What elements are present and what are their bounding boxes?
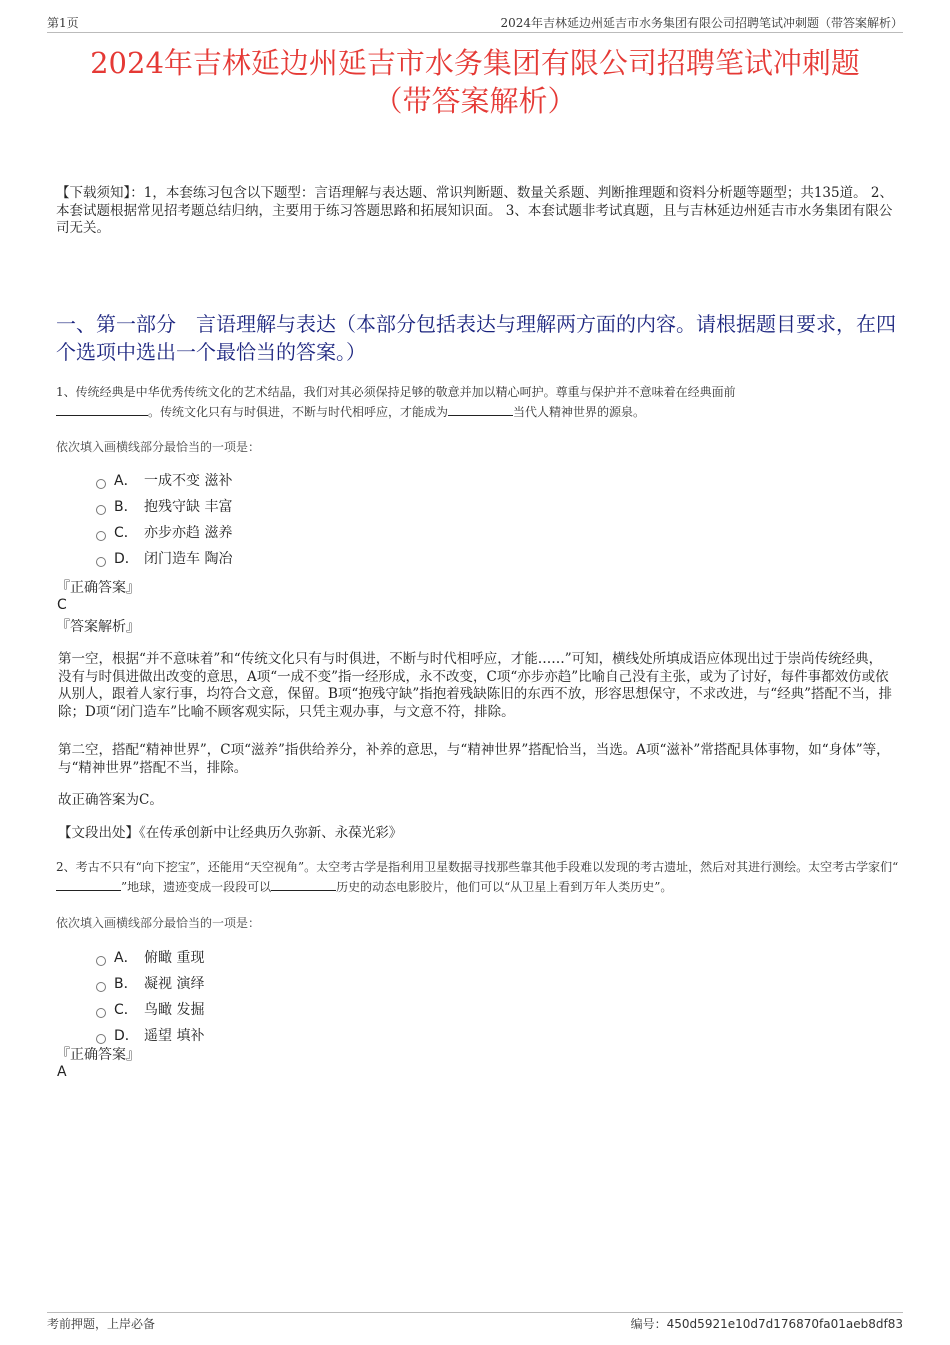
q1-blank-1: [56, 403, 148, 416]
q2-option-d[interactable]: D． 遥望 填补: [96, 1023, 204, 1049]
question-1-stem: [56, 382, 901, 422]
q2-option-b[interactable]: B． 凝视 演绎: [96, 971, 204, 997]
q1-source: 【文段出处】《在传承创新中让经典历久弥新、永葆光彩》: [58, 825, 403, 841]
q1-options: [96, 468, 232, 572]
radio-icon[interactable]: [96, 505, 106, 515]
footer-slogan: 考前押题，上岸必备: [47, 1317, 156, 1331]
q1-option-c[interactable]: C． 亦步亦趋 滋养: [96, 520, 232, 546]
q1-option-d[interactable]: D． 闭门造车 陶冶: [96, 546, 232, 572]
radio-icon[interactable]: [96, 982, 106, 992]
q1-stem-b: 。传统文化只有与时俱进，不断与时代相呼应，才能成为: [148, 405, 449, 419]
q2-stem-b: ”地球，遗迹变成一段段可以: [121, 880, 272, 894]
q1-stem-c: 当代人精神世界的源泉。: [513, 405, 646, 419]
radio-icon[interactable]: [96, 479, 106, 489]
radio-icon[interactable]: [96, 956, 106, 966]
radio-icon[interactable]: [96, 557, 106, 567]
q2-blank-2: [271, 878, 336, 891]
q2-stem-a: 2、考古不只有“向下挖宝”，还能用“天空视角”。太空考古学是指利用卫星数据寻找那些靠其他手段难以发现的考古遗址，然后对其进行测绘。太空考古学家们“: [56, 860, 899, 874]
radio-icon[interactable]: [96, 531, 106, 541]
q2-answer-label: 『正确答案』: [56, 1047, 140, 1063]
page-footer: [47, 1312, 903, 1333]
q1-analysis-label: 『答案解析』: [56, 619, 140, 635]
footer-code-value: 450d5921e10d7d176870fa01aeb8df83: [666, 1317, 903, 1331]
q1-stem-a: 1、传统经典是中华优秀传统文化的艺术结晶，我们对其必须保持足够的敬意并加以精心呵护。尊重与保护并不意味着在经典面前: [56, 385, 736, 399]
q1-answer-label: 『正确答案』: [56, 580, 140, 596]
footer-code: [631, 1315, 903, 1332]
radio-icon[interactable]: [96, 1034, 106, 1044]
q2-prompt: 依次填入画横线部分最恰当的一项是：: [56, 916, 261, 930]
footer-code-label: 编号：: [630, 1317, 667, 1331]
q1-conclusion: 故正确答案为C。: [58, 792, 163, 808]
section-heading: 一、第一部分 言语理解与表达（本部分包括表达与理解两方面的内容。请根据题目要求，在四个选项中选出一个最恰当的答案。）: [56, 312, 896, 364]
q1-option-a[interactable]: A． 一成不变 滋补: [96, 468, 232, 494]
question-2-stem: [56, 857, 901, 897]
q2-answer: A: [57, 1064, 67, 1080]
header-doc-title: 2024年吉林延边州延吉市水务集团有限公司招聘笔试冲刺题（带答案解析）: [500, 16, 903, 30]
download-notice: 【下载须知】：1，本套练习包含以下题型：言语理解与表达题、常识判断题、数量关系题、判断推理题和资料分析题等题型；共135道。 2、本套试题根据常见招考题总结归纳，主要用于练习答题思路和拓展知识面。 3、本套试题非考试真题，且与吉林延边州延吉市水务集团有限公司无关。: [56, 185, 893, 236]
q2-blank-1: [56, 878, 121, 891]
q1-blank-2: [448, 403, 513, 416]
title-line-2: （带答案解析）: [373, 84, 577, 118]
radio-icon[interactable]: [96, 1008, 106, 1018]
q2-options: [96, 945, 204, 1049]
q1-option-b[interactable]: B． 抱残守缺 丰富: [96, 494, 232, 520]
q2-option-c[interactable]: C． 鸟瞰 发掘: [96, 997, 204, 1023]
title-line-1: 2024年吉林延边州延吉市水务集团有限公司招聘笔试冲刺题: [90, 46, 860, 80]
q2-stem-c: 历史的动态电影胶片，他们可以“从卫星上看到万年人类历史”。: [336, 880, 673, 894]
document-title: [40, 44, 910, 120]
q1-analysis-paragraph-2: 第二空，搭配“精神世界”，C项“滋养”指供给养分，补养的意思，与“精神世界”搭配恰当，当选。A项“滋补”常搭配具体事物，如“身体”等，与“精神世界”搭配不当，排除。: [58, 742, 890, 776]
page-number: 第1页: [47, 16, 79, 30]
q2-option-a[interactable]: A． 俯瞰 重现: [96, 945, 204, 971]
q1-analysis-paragraph-1: 第一空，根据“并不意味着”和“传统文化只有与时俱进，不断与时代相呼应，才能……”可知，横线处所填成语应体现出过于崇尚传统经典，没有与时俱进做出改变的意思，A项“一成不变”指一经形成，永不改变，C项“亦步亦趋”比喻自己没有主张，或为了讨好，每件事都效仿或依从别人，跟着人家行事，均符合文意，保留。B项“抱残守缺”指抱着残缺陈旧的东西不放，形容思想保守，不求改进，与“经典”搭配不当，排除；D项“闭门造车”比喻不顾客观实际，只凭主观办事，与文意不符，排除。: [58, 651, 893, 720]
q1-prompt: 依次填入画横线部分最恰当的一项是：: [56, 440, 261, 454]
page-header: [47, 14, 903, 33]
q1-answer: C: [57, 597, 67, 613]
